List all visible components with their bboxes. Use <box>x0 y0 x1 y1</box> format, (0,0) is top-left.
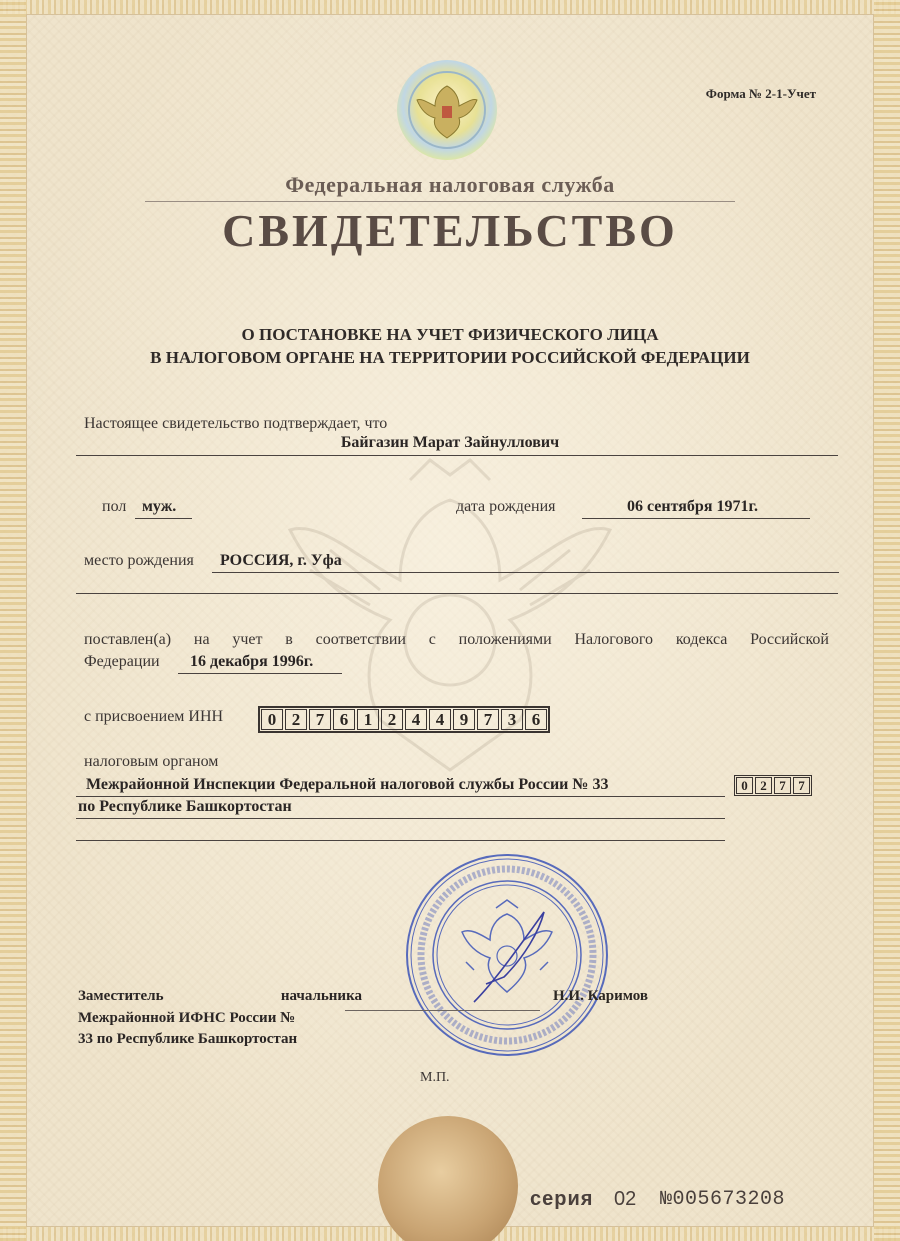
inn-digit: 2 <box>381 709 403 730</box>
full-name: Байгазин Марат Зайнуллович <box>340 434 560 451</box>
birth-date-value: 06 сентября 1971г. <box>627 498 758 515</box>
subtitle-line-1: О ПОСТАНОВКЕ НА УЧЕТ ФИЗИЧЕСКОГО ЛИЦА <box>241 325 659 344</box>
inn-digit: 6 <box>333 709 355 730</box>
sex-label: пол <box>102 498 127 515</box>
birth-place-label: место рождения <box>84 552 194 569</box>
registration-text: поставлен(а) на учет в соответствии с положениями Налогового кодекса Российской <box>84 631 829 648</box>
inn-digit: 3 <box>501 709 523 730</box>
authority-code-digit: 2 <box>755 777 772 794</box>
name-underline <box>76 455 838 456</box>
sex-underline <box>135 518 192 519</box>
inn-digit: 6 <box>525 709 547 730</box>
certificate-title: СВИДЕТЕЛЬСТВО <box>222 205 678 256</box>
subtitle-line-2: В НАЛОГОВОМ ОРГАНЕ НА ТЕРРИТОРИИ РОССИЙСКОЙ ФЕДЕРАЦИИ <box>150 348 750 367</box>
signature-line <box>345 1010 540 1011</box>
signer-position-line-3: 33 по Республике Башкортостан <box>78 1031 298 1047</box>
signer-position-word: Заместитель <box>78 988 164 1004</box>
agency-title: Федеральная налоговая служба <box>285 172 615 197</box>
authority-code-digit: 7 <box>774 777 791 794</box>
birth-place-underline-2 <box>76 593 838 594</box>
sex-value: муж. <box>142 498 177 515</box>
authority-line-2: по Республике Башкортостан <box>78 798 292 815</box>
ornamental-border-top <box>0 0 900 14</box>
signer-position-line-1 <box>78 988 362 1005</box>
inn-digit: 4 <box>405 709 427 730</box>
authority-code-boxes <box>734 775 812 796</box>
eagle-watermark-icon <box>250 440 650 800</box>
inn-digit: 9 <box>453 709 475 730</box>
registration-date-underline <box>178 673 342 674</box>
birth-place-underline <box>212 572 839 573</box>
series-value: 02 <box>614 1188 637 1210</box>
authority-label: налоговым органом <box>84 753 219 770</box>
inn-digit: 4 <box>429 709 451 730</box>
authority-line-1: Межрайонной Инспекции Федеральной налоговой службы России № 33 <box>86 776 609 793</box>
inn-digit: 7 <box>309 709 331 730</box>
series-label: серия <box>530 1188 594 1210</box>
signer-position-word: начальника <box>280 988 362 1004</box>
inn-digit: 7 <box>477 709 499 730</box>
registration-text-2: Федерации <box>84 653 160 670</box>
fns-emblem-icon <box>395 58 499 162</box>
authority-code-digit: 0 <box>736 777 753 794</box>
inn-digit: 1 <box>357 709 379 730</box>
birth-place-value: РОССИЯ, г. Уфа <box>220 552 342 569</box>
inn-digit: 0 <box>261 709 283 730</box>
official-stamp-icon <box>404 852 610 1058</box>
signer-name: Н.И. Каримов <box>553 988 648 1004</box>
authority-underline-2 <box>76 818 725 819</box>
authority-underline-3 <box>76 840 725 841</box>
birth-date-underline <box>582 518 810 519</box>
authority-underline-1 <box>76 796 725 797</box>
form-number: Форма № 2-1-Учет <box>705 86 816 101</box>
authority-code-digit: 7 <box>793 777 810 794</box>
registration-date: 16 декабря 1996г. <box>190 653 314 670</box>
title-divider <box>145 201 735 202</box>
inn-label: с присвоением ИНН <box>84 708 224 725</box>
stamp-place-label: М.П. <box>420 1070 450 1085</box>
birth-date-label: дата рождения <box>456 498 556 515</box>
serial-number: №005673208 <box>660 1188 786 1211</box>
inn-boxes <box>258 706 550 733</box>
signer-position-line-2: Межрайонной ИФНС России № <box>78 1010 296 1026</box>
intro-text: Настоящее свидетельство подтверждает, что <box>84 415 388 432</box>
inn-digit: 2 <box>285 709 307 730</box>
